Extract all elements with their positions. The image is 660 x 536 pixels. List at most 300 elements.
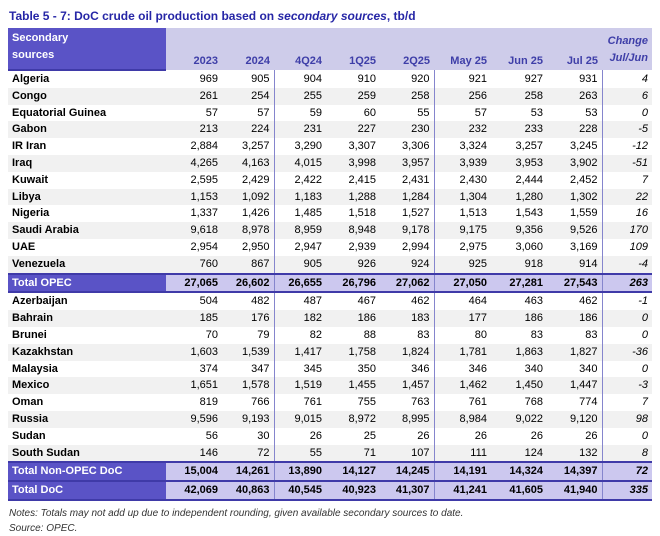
table-header [8,28,652,70]
table-row [8,428,652,445]
table-row [8,292,652,310]
table-title-italic: secondary sources [277,9,387,23]
value-cell: 254 [222,88,274,105]
row-label: Mexico [8,377,166,394]
value-cell: 42,069 [166,481,222,500]
header-period-column: Jul 25 [547,28,602,70]
value-cell: 26,602 [222,274,274,293]
value-cell: 261 [166,88,222,105]
change-cell: 0 [641,429,648,442]
header-period-column: May 25 [434,28,491,70]
value-cell: 27,281 [491,274,547,293]
value-cell: 124 [491,445,547,463]
value-cell: 924 [380,256,434,274]
value-cell: 1,447 [547,377,602,394]
value-cell: 3,169 [547,239,602,256]
value-cell: 40,923 [326,481,380,500]
value-cell: 72 [222,445,274,463]
value-cell: 1,288 [326,189,380,206]
value-cell: 4,163 [222,155,274,172]
change-cell: 22 [602,189,652,206]
value-cell: 83 [547,327,602,344]
table-row [8,222,652,239]
value-cell: 146 [166,445,222,463]
row-label: IR Iran [12,140,47,153]
row-label: Congo [8,88,166,105]
value-cell: 760 [166,256,222,274]
row-label: Iraq [8,155,166,172]
header-row-label-line1: Secondary [12,32,69,44]
value-cell: 340 [547,361,602,378]
value-cell: 905 [222,70,274,88]
value-cell: 2,422 [294,173,322,186]
change-cell: -4 [602,256,652,274]
value-cell: 2,431 [380,172,434,189]
value-cell: 232 [434,121,491,138]
value-cell: 56 [205,429,218,442]
value-cell: 374 [199,362,218,375]
table-row [8,377,652,394]
value-cell: 1,539 [222,344,274,361]
value-cell: 8,984 [434,411,491,428]
table-title-prefix: Table 5 - 7: DoC crude oil production based on [9,9,278,23]
change-cell: 8 [602,445,652,463]
value-cell: 925 [434,256,491,274]
value-cell: 1,153 [166,189,222,206]
value-cell: 231 [274,121,326,138]
row-label: Saudi Arabia [8,222,166,239]
value-cell: 926 [326,256,380,274]
value-cell: 3,060 [515,240,543,253]
value-cell: 3,902 [547,155,602,172]
value-cell: 2,595 [190,173,218,186]
table-row [8,327,652,344]
value-cell: 41,605 [491,481,547,500]
value-cell: 2,975 [459,240,487,253]
change-cell: 0 [602,310,652,327]
table-row [8,138,652,155]
table-row [8,121,652,138]
change-cell: -3 [602,377,652,394]
value-cell: 346 [380,361,434,378]
value-cell: 258 [380,88,434,105]
row-label: Venezuela [8,256,166,274]
value-cell: 15,004 [166,462,222,481]
value-cell: 53 [547,105,602,122]
value-cell: 345 [303,362,322,375]
value-cell: 763 [380,394,434,411]
change-cell: 4 [641,72,648,85]
row-label: South Sudan [8,445,166,463]
change-cell: 263 [602,274,652,293]
table-row [8,155,652,172]
value-cell: 8,995 [380,411,434,428]
value-cell: 482 [222,292,274,310]
value-cell: 258 [491,88,547,105]
table-row [8,361,652,378]
value-cell: 2,415 [348,173,376,186]
table-row [8,205,652,222]
value-cell: 931 [547,70,602,88]
value-cell: 1,603 [166,344,222,361]
header-change-column [602,28,652,70]
value-cell: 259 [326,88,380,105]
row-label: Azerbaijan [12,295,68,308]
value-cell: 227 [326,121,380,138]
value-cell: 504 [199,295,218,308]
change-cell: 170 [602,222,652,239]
value-cell: 1,527 [380,205,434,222]
value-cell: 910 [357,72,376,85]
value-cell: 53 [530,106,543,119]
total-row [8,481,652,500]
value-cell: 41,241 [434,481,491,500]
value-cell: 774 [547,394,602,411]
header-change-line2: Jul/Jun [609,52,648,64]
value-cell: 1,781 [434,344,491,361]
value-cell: 79 [222,327,274,344]
table-row [8,172,652,189]
value-cell: 186 [326,310,380,327]
value-cell: 8,978 [222,222,274,239]
value-cell: 8,948 [326,222,380,239]
value-cell: 3,257 [515,140,543,153]
value-cell: 462 [380,292,434,310]
value-cell: 1,337 [190,207,218,220]
value-cell: 27,050 [434,274,491,293]
value-cell: 904 [303,72,322,85]
value-cell: 26,796 [326,274,380,293]
value-cell: 766 [222,394,274,411]
change-cell: -12 [632,140,648,153]
value-cell: 1,426 [222,205,274,222]
table-row [8,105,652,122]
value-cell: 2,950 [222,239,274,256]
value-cell: 914 [547,256,602,274]
value-cell: 761 [303,396,322,409]
row-label: Total Non-OPEC DoC [8,462,166,481]
table-row [8,394,652,411]
value-cell: 177 [434,310,491,327]
value-cell: 1,450 [491,377,547,394]
value-cell: 1,824 [380,344,434,361]
value-cell: 255 [274,88,326,105]
row-label: Libya [8,189,166,206]
value-cell: 228 [547,121,602,138]
value-cell: 2,452 [547,172,602,189]
value-cell: 819 [199,396,218,409]
value-cell: 9,178 [380,222,434,239]
notes-line: Notes: Totals may not add up due to independent rounding, given available secondary sources to date. [9,507,464,519]
header-period-column: Jun 25 [491,28,547,70]
row-label: Russia [8,411,166,428]
table-row [8,70,652,88]
value-cell: 3,307 [348,140,376,153]
value-cell: 487 [303,295,322,308]
value-cell: 350 [357,362,376,375]
value-cell: 2,939 [348,240,376,253]
value-cell: 918 [491,256,547,274]
change-cell: 98 [602,411,652,428]
table-row [8,344,652,361]
value-cell: 26 [530,429,543,442]
table-title-suffix: , tb/d [386,9,416,23]
value-cell: 55 [380,105,434,122]
value-cell: 213 [166,121,222,138]
production-table [8,28,652,501]
value-cell: 263 [547,88,602,105]
value-cell: 3,998 [326,155,380,172]
value-cell: 2,994 [380,239,434,256]
value-cell: 2,884 [190,140,218,153]
value-cell: 27,543 [547,274,602,293]
value-cell: 26 [547,428,602,445]
value-cell: 80 [474,328,487,341]
change-cell: 0 [641,106,648,119]
value-cell: 9,618 [166,222,222,239]
value-cell: 755 [357,396,376,409]
table-row [8,445,652,463]
change-cell: -5 [602,121,652,138]
value-cell: 9,193 [222,411,274,428]
value-cell: 462 [547,292,602,310]
value-cell: 2,954 [190,240,218,253]
change-cell: -1 [638,295,648,308]
total-row [8,462,652,481]
value-cell: 183 [380,310,434,327]
value-cell: 88 [363,328,376,341]
value-cell: 1,518 [348,207,376,220]
value-cell: 4,265 [166,155,222,172]
table-body [8,70,652,500]
value-cell: 70 [205,328,218,341]
value-cell: 867 [222,256,274,274]
row-label: Brunei [12,328,47,341]
value-cell: 9,015 [274,411,326,428]
value-cell: 9,175 [434,222,491,239]
value-cell: 256 [434,88,491,105]
value-cell: 1,758 [326,344,380,361]
value-cell: 186 [491,310,547,327]
value-cell: 2,429 [222,172,274,189]
row-label: Gabon [8,121,166,138]
value-cell: 26 [380,428,434,445]
change-cell: 0 [641,362,648,375]
header-period-column: 2024 [222,28,274,70]
table-row [8,411,652,428]
value-cell: 463 [524,295,543,308]
value-cell: 1,578 [222,377,274,394]
value-cell: 3,957 [380,155,434,172]
value-cell: 26 [474,429,487,442]
change-cell: 7 [641,173,648,186]
value-cell: 57 [222,105,274,122]
header-row-label-line2: sources [12,49,55,61]
value-cell: 182 [274,310,326,327]
header-row-label [8,28,166,70]
total-row [8,274,652,293]
value-cell: 1,280 [491,189,547,206]
value-cell: 3,953 [491,155,547,172]
value-cell: 14,261 [222,462,274,481]
value-cell: 346 [468,362,487,375]
header-row [8,28,652,70]
value-cell: 41,307 [380,481,434,500]
value-cell: 230 [380,121,434,138]
value-cell: 969 [199,72,218,85]
value-cell: 9,596 [166,411,222,428]
value-cell: 55 [274,445,326,463]
value-cell: 9,356 [491,222,547,239]
value-cell: 233 [491,121,547,138]
value-cell: 1,457 [380,377,434,394]
value-cell: 186 [547,310,602,327]
change-cell: 16 [635,207,648,220]
value-cell: 2,947 [294,240,322,253]
value-cell: 1,827 [547,344,602,361]
header-change-line1: Change [607,35,648,47]
value-cell: 13,890 [274,462,326,481]
table-row [8,239,652,256]
value-cell: 14,245 [380,462,434,481]
value-cell: 1,863 [491,344,547,361]
change-cell: 6 [602,88,652,105]
table-row [8,256,652,274]
value-cell: 347 [222,361,274,378]
row-label: Equatorial Guinea [12,106,107,119]
value-cell: 25 [363,429,376,442]
value-cell: 768 [524,396,543,409]
value-cell: 3,306 [380,138,434,155]
value-cell: 8,959 [274,222,326,239]
value-cell: 41,940 [547,481,602,500]
change-cell: 72 [602,462,652,481]
row-label: Algeria [12,73,50,85]
value-cell: 4,015 [274,155,326,172]
value-cell: 9,526 [547,222,602,239]
row-label: Oman [12,396,44,409]
value-cell: 3,290 [294,140,322,153]
value-cell: 1,462 [434,377,491,394]
row-label: Kazakhstan [8,344,166,361]
value-cell: 59 [309,106,322,119]
value-cell: 60 [363,106,376,119]
value-cell: 3,245 [547,138,602,155]
value-cell: 57 [205,106,218,119]
value-cell: 3,324 [459,140,487,153]
value-cell: 761 [468,396,487,409]
value-cell: 14,127 [326,462,380,481]
value-cell: 1,559 [547,205,602,222]
value-cell: 1,543 [515,207,543,220]
value-cell: 3,257 [222,138,274,155]
value-cell: 40,545 [274,481,326,500]
value-cell: 27,062 [380,274,434,293]
value-cell: 905 [274,256,326,274]
row-label: UAE [12,240,36,253]
value-cell: 1,284 [380,189,434,206]
value-cell: 14,397 [547,462,602,481]
table-row [8,189,652,206]
value-cell: 82 [309,328,322,341]
value-cell: 1,417 [274,344,326,361]
change-cell: 7 [641,396,648,409]
change-cell: -51 [602,155,652,172]
value-cell: 1,183 [274,189,326,206]
header-period-column: 1Q25 [326,28,380,70]
value-cell: 83 [380,327,434,344]
value-cell: 40,863 [222,481,274,500]
value-cell: 57 [474,106,487,119]
value-cell: 83 [530,328,543,341]
value-cell: 107 [380,445,434,463]
value-cell: 14,324 [491,462,547,481]
value-cell: 1,651 [166,377,222,394]
value-cell: 1,513 [459,207,487,220]
value-cell: 111 [434,445,491,463]
value-cell: 8,972 [326,411,380,428]
value-cell: 9,120 [547,411,602,428]
header-period-column: 4Q24 [274,28,326,70]
value-cell: 920 [380,70,434,88]
value-cell: 927 [524,72,543,85]
value-cell: 1,302 [547,189,602,206]
table-title [9,9,652,23]
change-cell: 0 [641,328,648,341]
row-label: Nigeria [12,207,50,220]
value-cell: 1,485 [294,207,322,220]
value-cell: 26,655 [274,274,326,293]
row-label: Sudan [12,429,46,442]
value-cell: 224 [222,121,274,138]
value-cell: 340 [524,362,543,375]
row-label: Malaysia [12,362,58,375]
row-label: Total DoC [8,481,166,500]
value-cell: 30 [222,428,274,445]
value-cell: 467 [357,295,376,308]
value-cell: 9,022 [491,411,547,428]
table-row [8,310,652,327]
table-notes [9,506,652,536]
row-label: Kuwait [12,173,49,186]
source-line: Source: OPEC. [9,522,78,534]
change-cell: -36 [602,344,652,361]
value-cell: 3,939 [434,155,491,172]
value-cell: 1,519 [274,377,326,394]
row-label: Total OPEC [8,274,166,293]
value-cell: 1,304 [434,189,491,206]
value-cell: 71 [326,445,380,463]
value-cell: 27,065 [166,274,222,293]
row-label: Bahrain [8,310,166,327]
table-row [8,88,652,105]
value-cell: 185 [166,310,222,327]
value-cell: 1,092 [222,189,274,206]
value-cell: 132 [547,445,602,463]
header-period-column: 2023 [166,28,222,70]
value-cell: 14,191 [434,462,491,481]
change-cell: 109 [629,240,648,253]
value-cell: 26 [309,429,322,442]
value-cell: 921 [468,72,487,85]
value-cell: 464 [468,295,487,308]
value-cell: 2,430 [459,173,487,186]
value-cell: 1,455 [326,377,380,394]
header-period-column: 2Q25 [380,28,434,70]
change-cell: 335 [602,481,652,500]
value-cell: 2,444 [515,173,543,186]
value-cell: 176 [222,310,274,327]
